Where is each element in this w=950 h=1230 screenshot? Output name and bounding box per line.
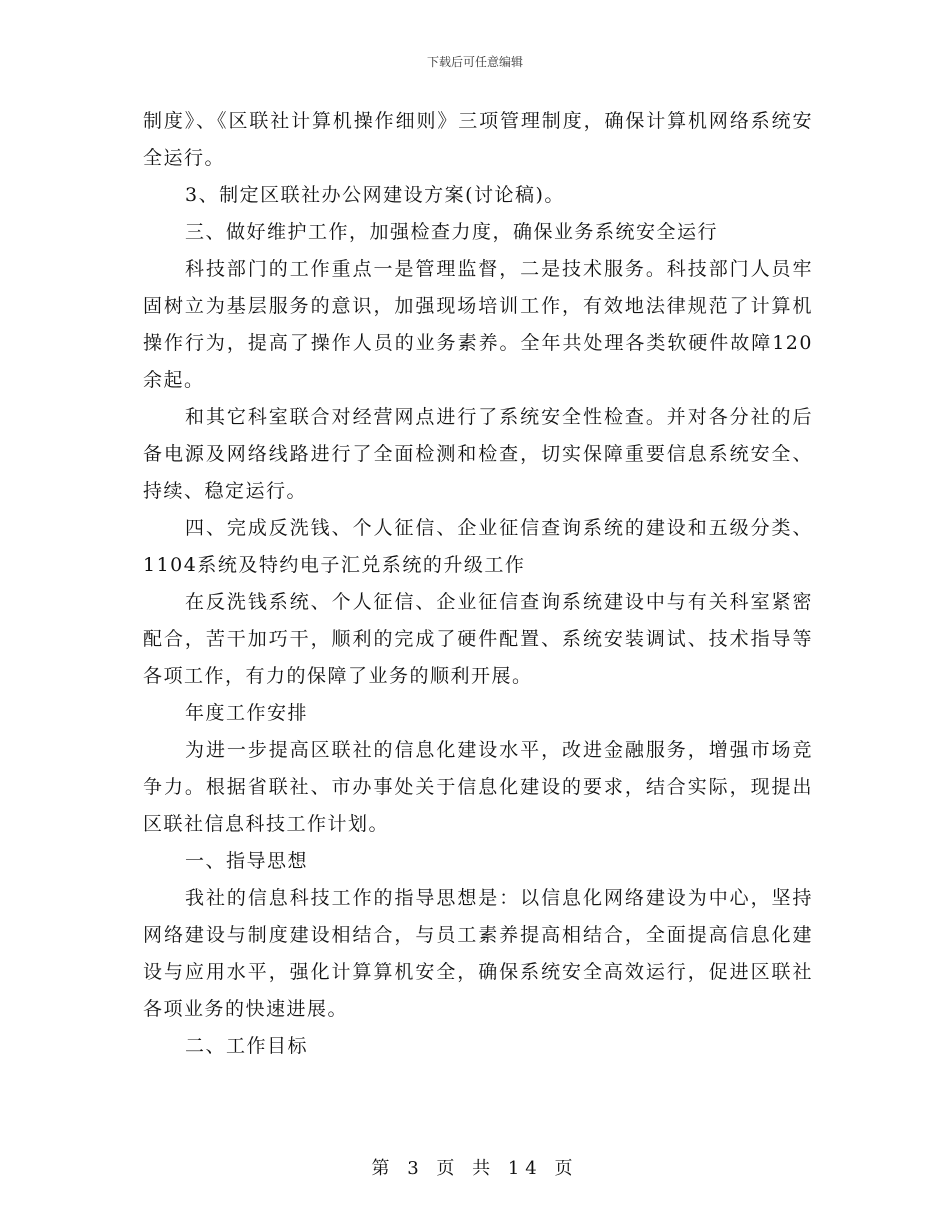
section-heading: 一、指导思想 (185, 850, 309, 872)
document-body (143, 103, 813, 1065)
page-number-footer: 第 3 页 共 14 页 (371, 1158, 579, 1179)
paragraph: 和其它科室联合对经营网点进行了系统安全性检查。并对各分社的后备电源及网络线路进行了全面检测和检查，切实保障重要信息系统安全、持续、稳定运行。 (143, 406, 813, 502)
section-heading: 年度工作安排 (185, 702, 309, 724)
paragraph: 我社的信息科技工作的指导思想是：以信息化网络建设为中心，坚持网络建设与制度建设相结合，与员工素养提高相结合，全面提高信息化建设与应用水平，强化计算算机安全，确保系统安全高效运行，促进区联社各项业务的快速进展。 (143, 887, 813, 1020)
section-heading: 三、做好维护工作，加强检查力度，确保业务系统安全运行 (185, 221, 719, 243)
paragraph: 为进一步提高区联社的信息化建设水平，改进金融服务，增强市场竞争力。根据省联社、市办事处关于信息化建设的要求，结合实际，现提出区联社信息科技工作计划。 (143, 739, 813, 835)
paragraph: 在反洗钱系统、个人征信、企业征信查询系统建设中与有关科室紧密配合，苦干加巧干，顺利的完成了硬件配置、系统安装调试、技术指导等各项工作，有力的保障了业务的顺利开展。 (143, 591, 813, 687)
paragraph: 科技部门的工作重点一是管理监督，二是技术服务。科技部门人员牢固树立为基层服务的意识，加强现场培训工作，有效地法律规范了计算机操作行为，提高了操作人员的业务素养。全年共处理各类软硬件故障120余起。 (143, 258, 813, 391)
section-heading: 四、完成反洗钱、个人征信、企业征信查询系统的建设和五级分类、1104系统及特约电子汇兑系统的升级工作 (143, 517, 813, 576)
header-note: 下载后可任意编辑 (426, 55, 523, 69)
paragraph: 制度》、《区联社计算机操作细则》三项管理制度，确保计算机网络系统安全运行。 (143, 110, 813, 169)
section-heading: 二、工作目标 (185, 1035, 309, 1057)
paragraph: 3、制定区联社办公网建设方案(讨论稿)。 (185, 184, 565, 206)
